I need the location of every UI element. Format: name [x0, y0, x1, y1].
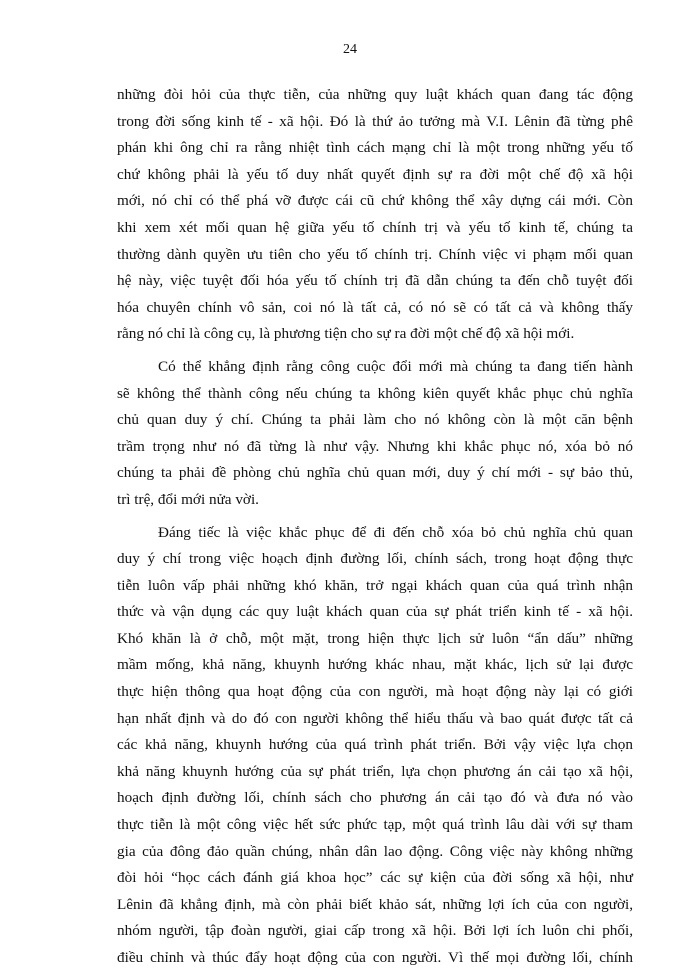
text-line: thực hiện thông qua hoạt động của con người, mà hoạt động này lại có giới: [117, 683, 633, 701]
text-line: Đáng tiếc là việc khắc phục để đi đến chỗ xóa bỏ chủ nghĩa chủ quan: [158, 523, 633, 541]
text-line: Có thể khẳng định rằng công cuộc đổi mới mà chúng ta đang tiến hành: [158, 357, 633, 375]
text-line: trầm trọng như nó đã từng là như vậy. Nhưng khi khắc phục nó, xóa bỏ nó: [117, 437, 633, 455]
text-line: Khó khăn là ở chỗ, một mặt, trong hiện thực lịch sử luôn “ẩn dấu” những: [117, 629, 633, 647]
text-line: mới, nó chỉ có thể phá vỡ được cái cũ chứ không thể xây dựng cái mới. Còn: [117, 192, 633, 210]
text-line: hạn nhất định và do đó con người không thể hiểu thấu và bao quát được tất cả: [117, 709, 633, 727]
text-line: phán khi ông chỉ ra rằng nhiệt tình cách mạng chỉ là một trong những yếu tố: [117, 139, 633, 157]
text-line: tiễn luôn vấp phải những khó khăn, trở ngại khách quan của quá trình nhận: [117, 576, 633, 594]
text-line: rằng nó chỉ là công cụ, là phương tiện cho sự ra đời một chế độ xã hội mới.: [117, 325, 575, 343]
text-line: các khả năng, khuynh hướng của quá trình phát triển. Bởi vậy việc lựa chọn: [117, 736, 633, 754]
text-line: nhóm người, tập đoàn người, giai cấp trong xã hội. Bởi lợi ích luôn chi phối,: [117, 922, 633, 940]
text-line: trì trệ, đổi mới nửa vời.: [117, 490, 259, 508]
text-line: khả năng khuynh hướng của sự phát triển, lựa chọn phương án cải tạo xã hội,: [117, 762, 633, 780]
text-line: duy ý chí trong việc hoạch định đường lối, chính sách, trong hoạt động thực: [117, 550, 633, 568]
body-text: [117, 82, 633, 972]
text-line: những đòi hỏi của thực tiễn, của những quy luật khách quan đang tác động: [117, 86, 633, 103]
text-line: điều chỉnh và thúc đẩy hoạt động của con người. Vì thế mọi đường lối, chính: [117, 949, 633, 966]
text-line: Lênin đã khẳng định, mà còn phải biết khảo sát, những lợi ích của con người,: [117, 895, 633, 913]
paragraph-1: [117, 82, 633, 348]
text-line: hoạch định đường lối, chính sách cho phương án cải tạo đó và đưa nó vào: [117, 789, 633, 807]
page-number: 24: [343, 42, 357, 57]
text-line: chúng ta phải đề phòng chủ nghĩa chủ quan mới, duy ý chí mới - sự bảo thủ,: [117, 464, 633, 482]
text-line: hệ này, việc tuyệt đối hóa yếu tố chính trị đã dẫn chúng ta đến chỗ tuyệt đối: [117, 272, 633, 290]
text-line: mầm mống, khả năng, khuynh hướng khác nhau, mặt khác, lịch sử lại được: [117, 656, 633, 674]
text-line: trong đời sống kinh tế - xã hội. Đó là thứ ảo tưởng mà V.I. Lênin đã từng phê: [117, 112, 633, 130]
text-line: đòi hỏi “học cách đánh giá khoa học” các sự kiện của đời sống xã hội, như: [117, 869, 633, 887]
text-line: thường dành quyền ưu tiên cho yếu tố chính trị. Chính việc vi phạm mối quan: [117, 245, 633, 263]
text-line: khi xem xét mối quan hệ giữa yếu tố chính trị và yếu tố kinh tế, chúng ta: [117, 218, 633, 236]
paragraph-3: [117, 520, 633, 972]
paragraph-2: [117, 354, 633, 514]
text-line: hóa chuyên chính vô sản, coi nó là tất cả, có nó sẽ có tất cả và không thấy: [117, 298, 633, 316]
text-line: thực tiễn là một công việc hết sức phức tạp, một quá trình lâu dài với sự tham: [117, 816, 633, 834]
text-line: thức và vận dụng các quy luật khách quan của sự phát triển kinh tế - xã hội.: [117, 603, 633, 621]
text-line: gia của đông đảo quần chúng, nhân dân lao động. Công việc này không những: [117, 842, 633, 860]
text-line: chứ không phải là yếu tố duy nhất quyết định sự ra đời một chế độ xã hội: [117, 165, 633, 183]
text-line: sẽ không thể thành công nếu chúng ta không kiên quyết khắc phục chủ nghĩa: [117, 384, 633, 402]
text-line: chủ quan duy ý chí. Chúng ta phải làm cho nó không còn là một căn bệnh: [117, 411, 633, 429]
